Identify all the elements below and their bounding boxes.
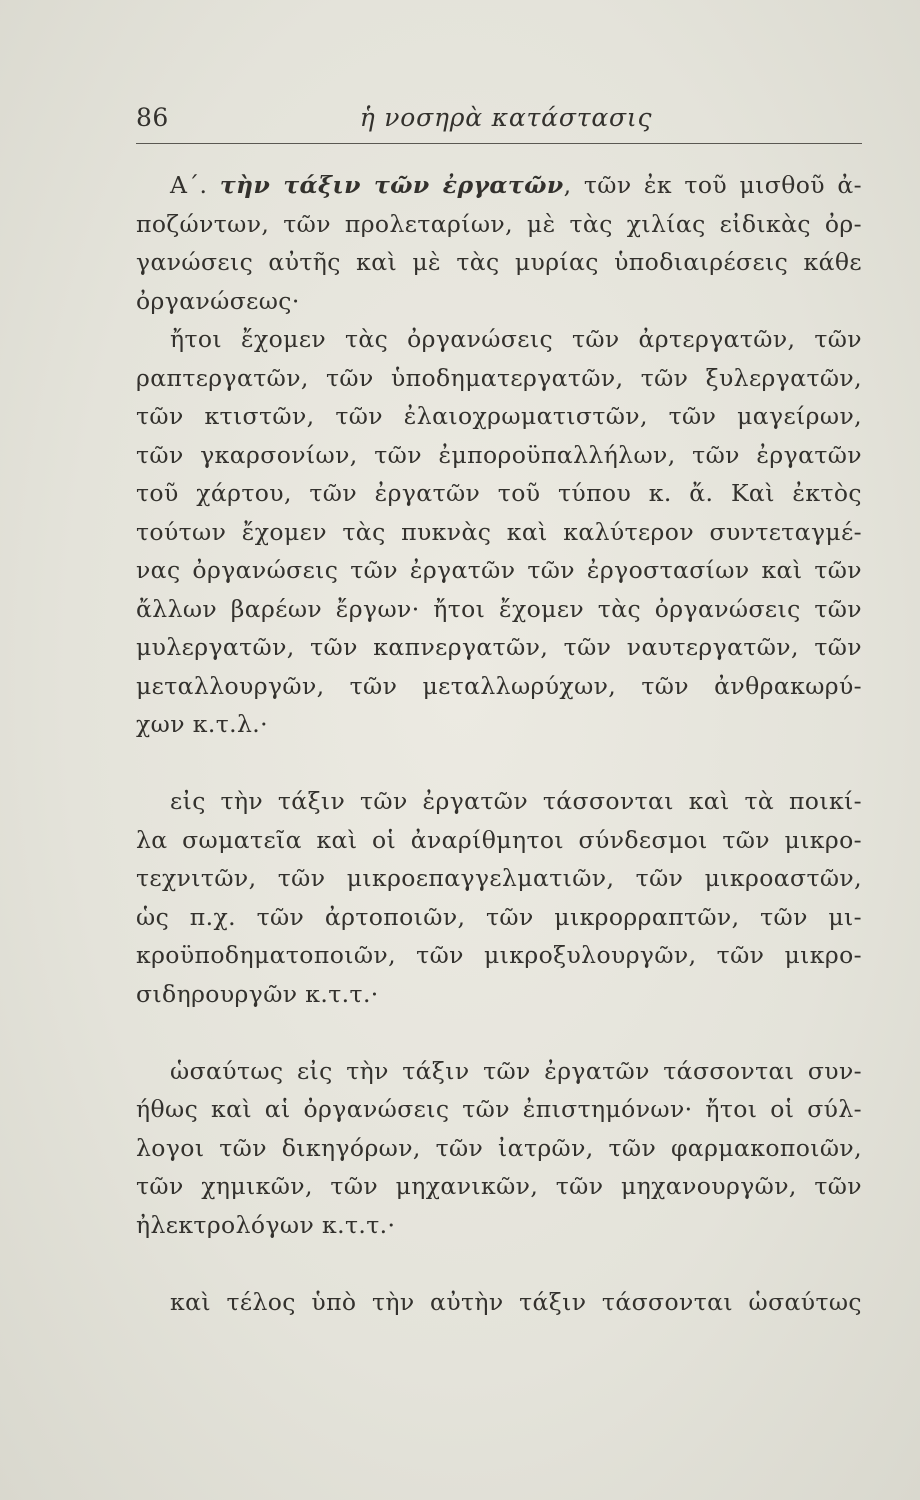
- text-line: ἤτοι ἔχομεν τὰς ὀργανώσεις τῶν ἀρτεργατῶν, τῶν: [170, 325, 862, 353]
- running-title: ἡ νοσηρὰ κατάστασις: [359, 103, 653, 132]
- text-line: κροϋποδηματοποιῶν, τῶν μικροξυλουργῶν, τῶν μικρο-: [136, 941, 862, 969]
- text-line: ὡς π.χ. τῶν ἀρτοποιῶν, τῶν μικρορραπτῶν, τῶν μι-: [136, 902, 862, 931]
- text-line: λογοι τῶν δικηγόρων, τῶν ἰατρῶν, τῶν φαρμακοποιῶν,: [136, 1133, 862, 1162]
- text-line: τῶν χημικῶν, τῶν μηχανικῶν, τῶν μηχανουργῶν, τῶν: [136, 1172, 862, 1200]
- text-line: σιδηρουργῶν κ.τ.τ.·: [136, 979, 379, 1008]
- page-header: [136, 103, 864, 143]
- text-line: ἠλεκτρολόγων κ.τ.τ.·: [136, 1210, 396, 1239]
- paragraph-gap: [136, 1244, 862, 1283]
- text-line: ραπτεργατῶν, τῶν ὑποδηματεργατῶν, τῶν ξυλεργατῶν,: [136, 363, 862, 392]
- text-line: ήθως καὶ αἱ ὀργανώσεις τῶν ἐπιστημόνων· ἤτοι οἱ σύλ-: [136, 1095, 862, 1123]
- text-line: τούτων ἔχομεν τὰς πυκνὰς καὶ καλύτερον συντεταγμέ-: [136, 517, 862, 546]
- page-body: [136, 166, 862, 1321]
- paragraph: [136, 1052, 862, 1245]
- text-line: μεταλλουργῶν, τῶν μεταλλωρύχων, τῶν ἀνθρακωρύ-: [136, 671, 862, 700]
- text-line: ἄλλων βαρέων ἔργων· ἤτοι ἔχομεν τὰς ὀργανώσεις τῶν: [136, 594, 862, 623]
- text-line: γανώσεις αὐτῆς καὶ μὲ τὰς μυρίας ὑποδιαιρέσεις κάθε: [136, 248, 862, 276]
- paragraph: [136, 782, 862, 1013]
- text-line: [136, 166, 862, 205]
- paragraph-gap: [136, 1013, 862, 1052]
- text-line: λα σωματεῖα καὶ οἱ ἀναρίθμητοι σύνδεσμοι τῶν μικρο-: [136, 825, 862, 854]
- emphasized-phrase: τὴν τάξιν τῶν ἐργατῶν: [219, 171, 564, 199]
- text-line: τεχνιτῶν, τῶν μικροεπαγγελματιῶν, τῶν μικροαστῶν,: [136, 864, 862, 892]
- text-line: ποζώντων, τῶν προλεταρίων, μὲ τὰς χιλίας εἰδικὰς ὀρ-: [136, 209, 862, 238]
- text-line: μυλεργατῶν, τῶν καπνεργατῶν, τῶν ναυτεργατῶν, τῶν: [136, 633, 862, 661]
- text-line: ὡσαύτως εἰς τὴν τάξιν τῶν ἐργατῶν τάσσονται συν-: [170, 1056, 862, 1085]
- paragraph: [136, 1283, 862, 1322]
- text-line: νας ὀργανώσεις τῶν ἐργατῶν τῶν ἐργοστασίων καὶ τῶν: [136, 556, 862, 584]
- paragraph: [136, 320, 862, 744]
- header-rule: [136, 143, 862, 144]
- text-line: καὶ τέλος ὑπὸ τὴν αὐτὴν τάξιν τάσσονται ὡσαύτως: [170, 1287, 862, 1316]
- text-line: τῶν γκαρσονίων, τῶν ἐμποροϋπαλλήλων, τῶν ἐργατῶν: [136, 440, 862, 469]
- text-line: ὀργανώσεως·: [136, 286, 300, 315]
- text-line: τοῦ χάρτου, τῶν ἐργατῶν τοῦ τύπου κ. ἄ. Καὶ ἐκτὸς: [136, 479, 862, 507]
- paragraph: [136, 166, 862, 320]
- text-line: τῶν κτιστῶν, τῶν ἐλαιοχρωματιστῶν, τῶν μαγείρων,: [136, 402, 862, 430]
- section-marker: Α΄.: [170, 171, 220, 199]
- line-rest: , τῶν ἐκ τοῦ μισθοῦ ἀ-: [563, 171, 862, 199]
- page-number: 86: [136, 103, 169, 132]
- text-line: εἰς τὴν τάξιν τῶν ἐργατῶν τάσσονται καὶ τὰ ποικί-: [170, 787, 862, 815]
- text-line: χων κ.τ.λ.·: [136, 710, 269, 738]
- paragraph-gap: [136, 744, 862, 783]
